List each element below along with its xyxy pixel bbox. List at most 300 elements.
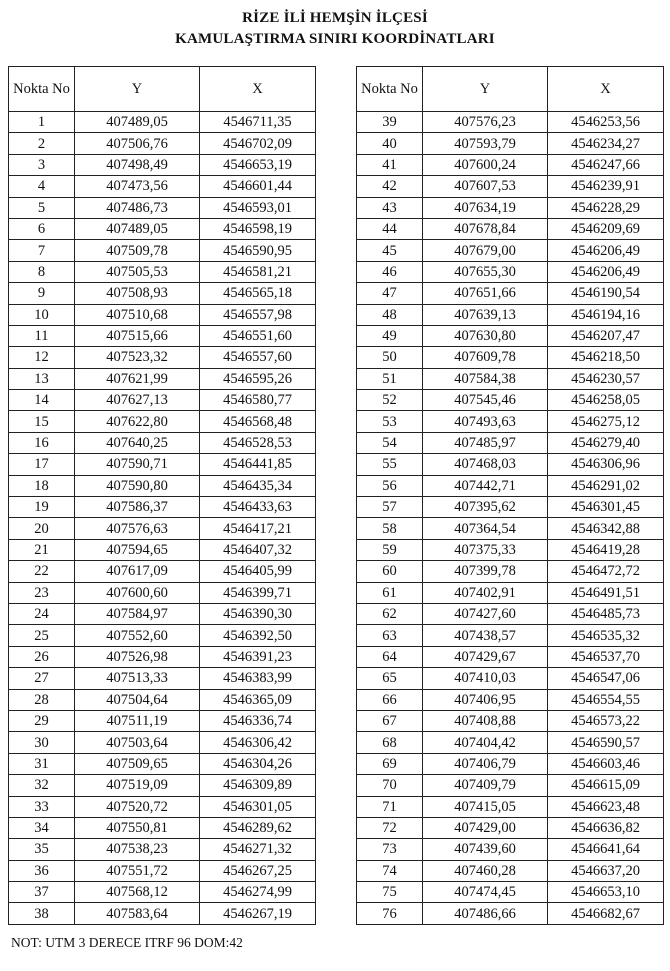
- x-coordinate: 4546267,19: [200, 903, 316, 924]
- y-coordinate: 407508,93: [75, 283, 200, 304]
- header-nokta-no: Nokta No: [357, 67, 423, 112]
- table-row: [9, 261, 316, 282]
- x-coordinate: 4546641,64: [548, 839, 664, 860]
- y-coordinate: 407607,53: [423, 176, 548, 197]
- y-coordinate: 407600,60: [75, 582, 200, 603]
- header-x: X: [548, 67, 664, 112]
- coordinates-table-left: [8, 66, 316, 925]
- table-row: [357, 240, 664, 261]
- x-coordinate: 4546279,40: [548, 432, 664, 453]
- table-row: [9, 347, 316, 368]
- point-number: 63: [357, 625, 423, 646]
- point-number: 20: [9, 518, 75, 539]
- point-number: 54: [357, 432, 423, 453]
- y-coordinate: 407590,71: [75, 454, 200, 475]
- y-coordinate: 407410,03: [423, 668, 548, 689]
- table-row: [9, 903, 316, 924]
- point-number: 68: [357, 732, 423, 753]
- y-coordinate: 407489,05: [75, 112, 200, 133]
- point-number: 21: [9, 539, 75, 560]
- point-number: 46: [357, 261, 423, 282]
- point-number: 38: [9, 903, 75, 924]
- y-coordinate: 407399,78: [423, 561, 548, 582]
- point-number: 19: [9, 497, 75, 518]
- y-coordinate: 407498,49: [75, 154, 200, 175]
- point-number: 3: [9, 154, 75, 175]
- point-number: 59: [357, 539, 423, 560]
- table-row: [357, 283, 664, 304]
- y-coordinate: 407509,78: [75, 240, 200, 261]
- table-row: [357, 839, 664, 860]
- x-coordinate: 4546702,09: [200, 133, 316, 154]
- table-row: [357, 218, 664, 239]
- x-coordinate: 4546682,67: [548, 903, 664, 924]
- x-coordinate: 4546336,74: [200, 710, 316, 731]
- point-number: 69: [357, 753, 423, 774]
- table-row: [357, 775, 664, 796]
- x-coordinate: 4546218,50: [548, 347, 664, 368]
- y-coordinate: 407485,97: [423, 432, 548, 453]
- x-coordinate: 4546247,66: [548, 154, 664, 175]
- y-coordinate: 407551,72: [75, 860, 200, 881]
- y-coordinate: 407510,68: [75, 304, 200, 325]
- table-row: [9, 860, 316, 881]
- y-coordinate: 407513,33: [75, 668, 200, 689]
- point-number: 76: [357, 903, 423, 924]
- x-coordinate: 4546581,21: [200, 261, 316, 282]
- table-row: [357, 518, 664, 539]
- point-number: 56: [357, 475, 423, 496]
- table-row: [357, 390, 664, 411]
- x-coordinate: 4546528,53: [200, 432, 316, 453]
- x-coordinate: 4546568,48: [200, 411, 316, 432]
- table-row: [357, 646, 664, 667]
- x-coordinate: 4546433,63: [200, 497, 316, 518]
- point-number: 71: [357, 796, 423, 817]
- table-row: [9, 133, 316, 154]
- table-row: [9, 582, 316, 603]
- y-coordinate: 407634,19: [423, 197, 548, 218]
- point-number: 36: [9, 860, 75, 881]
- x-coordinate: 4546304,26: [200, 753, 316, 774]
- x-coordinate: 4546565,18: [200, 283, 316, 304]
- point-number: 73: [357, 839, 423, 860]
- table-row: [9, 325, 316, 346]
- x-coordinate: 4546551,60: [200, 325, 316, 346]
- point-number: 61: [357, 582, 423, 603]
- header-x: X: [200, 67, 316, 112]
- table-row: [357, 368, 664, 389]
- table-row: [357, 817, 664, 838]
- point-number: 27: [9, 668, 75, 689]
- x-coordinate: 4546194,16: [548, 304, 664, 325]
- point-number: 52: [357, 390, 423, 411]
- point-number: 8: [9, 261, 75, 282]
- point-number: 4: [9, 176, 75, 197]
- coordinate-system-note: NOT: UTM 3 DERECE ITRF 96 DOM:42: [11, 935, 243, 950]
- y-coordinate: 407584,97: [75, 603, 200, 624]
- point-number: 9: [9, 283, 75, 304]
- y-coordinate: 407474,45: [423, 882, 548, 903]
- point-number: 55: [357, 454, 423, 475]
- x-coordinate: 4546301,45: [548, 497, 664, 518]
- table-row: [9, 753, 316, 774]
- table-row: [357, 625, 664, 646]
- x-coordinate: 4546435,34: [200, 475, 316, 496]
- x-coordinate: 4546407,32: [200, 539, 316, 560]
- point-number: 26: [9, 646, 75, 667]
- y-coordinate: 407609,78: [423, 347, 548, 368]
- coordinates-table-right: [356, 66, 664, 925]
- point-number: 42: [357, 176, 423, 197]
- table-row: [357, 411, 664, 432]
- y-coordinate: 407519,09: [75, 775, 200, 796]
- table-row: [357, 710, 664, 731]
- point-number: 64: [357, 646, 423, 667]
- y-coordinate: 407442,71: [423, 475, 548, 496]
- x-coordinate: 4546554,55: [548, 689, 664, 710]
- point-number: 35: [9, 839, 75, 860]
- table-row: [9, 839, 316, 860]
- table-row: [357, 497, 664, 518]
- y-coordinate: 407493,63: [423, 411, 548, 432]
- x-coordinate: 4546537,70: [548, 646, 664, 667]
- x-coordinate: 4546637,20: [548, 860, 664, 881]
- x-coordinate: 4546267,25: [200, 860, 316, 881]
- x-coordinate: 4546291,02: [548, 475, 664, 496]
- table-row: [357, 903, 664, 924]
- table-row: [357, 561, 664, 582]
- header-y: Y: [423, 67, 548, 112]
- x-coordinate: 4546206,49: [548, 261, 664, 282]
- point-number: 23: [9, 582, 75, 603]
- table-row: [9, 390, 316, 411]
- point-number: 18: [9, 475, 75, 496]
- y-coordinate: 407590,80: [75, 475, 200, 496]
- y-coordinate: 407617,09: [75, 561, 200, 582]
- y-coordinate: 407473,56: [75, 176, 200, 197]
- point-number: 25: [9, 625, 75, 646]
- point-number: 10: [9, 304, 75, 325]
- y-coordinate: 407404,42: [423, 732, 548, 753]
- x-coordinate: 4546228,29: [548, 197, 664, 218]
- point-number: 16: [9, 432, 75, 453]
- point-number: 60: [357, 561, 423, 582]
- x-coordinate: 4546485,73: [548, 603, 664, 624]
- y-coordinate: 407515,66: [75, 325, 200, 346]
- y-coordinate: 407600,24: [423, 154, 548, 175]
- table-row: [9, 176, 316, 197]
- point-number: 41: [357, 154, 423, 175]
- y-coordinate: 407523,32: [75, 347, 200, 368]
- y-coordinate: 407395,62: [423, 497, 548, 518]
- x-coordinate: 4546593,01: [200, 197, 316, 218]
- table-row: [9, 518, 316, 539]
- table-row: [9, 732, 316, 753]
- x-coordinate: 4546309,89: [200, 775, 316, 796]
- x-coordinate: 4546190,54: [548, 283, 664, 304]
- table-row: [357, 176, 664, 197]
- x-coordinate: 4546392,50: [200, 625, 316, 646]
- y-coordinate: 407621,99: [75, 368, 200, 389]
- point-number: 2: [9, 133, 75, 154]
- point-number: 33: [9, 796, 75, 817]
- y-coordinate: 407655,30: [423, 261, 548, 282]
- table-row: [9, 775, 316, 796]
- table-row: [357, 860, 664, 881]
- point-number: 17: [9, 454, 75, 475]
- y-coordinate: 407538,23: [75, 839, 200, 860]
- x-coordinate: 4546535,32: [548, 625, 664, 646]
- y-coordinate: 407408,88: [423, 710, 548, 731]
- x-coordinate: 4546653,19: [200, 154, 316, 175]
- y-coordinate: 407545,46: [423, 390, 548, 411]
- table-row: [357, 475, 664, 496]
- table-row: [357, 689, 664, 710]
- table-row: [357, 796, 664, 817]
- x-coordinate: 4546258,05: [548, 390, 664, 411]
- point-number: 34: [9, 817, 75, 838]
- table-row: [9, 411, 316, 432]
- point-number: 11: [9, 325, 75, 346]
- x-coordinate: 4546301,05: [200, 796, 316, 817]
- y-coordinate: 407406,79: [423, 753, 548, 774]
- y-coordinate: 407406,95: [423, 689, 548, 710]
- y-coordinate: 407486,66: [423, 903, 548, 924]
- y-coordinate: 407622,80: [75, 411, 200, 432]
- y-coordinate: 407511,19: [75, 710, 200, 731]
- x-coordinate: 4546615,09: [548, 775, 664, 796]
- point-number: 44: [357, 218, 423, 239]
- y-coordinate: 407427,60: [423, 603, 548, 624]
- point-number: 51: [357, 368, 423, 389]
- table-row: [357, 304, 664, 325]
- x-coordinate: 4546207,47: [548, 325, 664, 346]
- y-coordinate: 407583,64: [75, 903, 200, 924]
- table-row: [9, 240, 316, 261]
- y-coordinate: 407505,53: [75, 261, 200, 282]
- x-coordinate: 4546601,44: [200, 176, 316, 197]
- x-coordinate: 4546391,23: [200, 646, 316, 667]
- table-row: [357, 582, 664, 603]
- x-coordinate: 4546230,57: [548, 368, 664, 389]
- table-row: [9, 561, 316, 582]
- table-row: [9, 882, 316, 903]
- table-row: [357, 112, 664, 133]
- y-coordinate: 407584,38: [423, 368, 548, 389]
- point-number: 6: [9, 218, 75, 239]
- table-row: [357, 325, 664, 346]
- point-number: 58: [357, 518, 423, 539]
- y-coordinate: 407489,05: [75, 218, 200, 239]
- point-number: 14: [9, 390, 75, 411]
- point-number: 65: [357, 668, 423, 689]
- x-coordinate: 4546271,32: [200, 839, 316, 860]
- x-coordinate: 4546557,60: [200, 347, 316, 368]
- point-number: 31: [9, 753, 75, 774]
- y-coordinate: 407438,57: [423, 625, 548, 646]
- point-number: 32: [9, 775, 75, 796]
- y-coordinate: 407552,60: [75, 625, 200, 646]
- table-row: [9, 646, 316, 667]
- table-body-left: [9, 112, 316, 925]
- header-y: Y: [75, 67, 200, 112]
- y-coordinate: 407526,98: [75, 646, 200, 667]
- x-coordinate: 4546598,19: [200, 218, 316, 239]
- y-coordinate: 407409,79: [423, 775, 548, 796]
- point-number: 15: [9, 411, 75, 432]
- table-row: [357, 432, 664, 453]
- point-number: 66: [357, 689, 423, 710]
- point-number: 37: [9, 882, 75, 903]
- y-coordinate: 407594,65: [75, 539, 200, 560]
- x-coordinate: 4546275,12: [548, 411, 664, 432]
- y-coordinate: 407593,79: [423, 133, 548, 154]
- point-number: 74: [357, 860, 423, 881]
- y-coordinate: 407509,65: [75, 753, 200, 774]
- y-coordinate: 407640,25: [75, 432, 200, 453]
- point-number: 30: [9, 732, 75, 753]
- table-row: [357, 882, 664, 903]
- x-coordinate: 4546209,69: [548, 218, 664, 239]
- table-row: [9, 539, 316, 560]
- point-number: 5: [9, 197, 75, 218]
- y-coordinate: 407439,60: [423, 839, 548, 860]
- point-number: 13: [9, 368, 75, 389]
- x-coordinate: 4546573,22: [548, 710, 664, 731]
- x-coordinate: 4546419,28: [548, 539, 664, 560]
- x-coordinate: 4546399,71: [200, 582, 316, 603]
- x-coordinate: 4546441,85: [200, 454, 316, 475]
- table-body-right: [357, 112, 664, 925]
- y-coordinate: 407679,00: [423, 240, 548, 261]
- point-number: 75: [357, 882, 423, 903]
- x-coordinate: 4546711,35: [200, 112, 316, 133]
- point-number: 40: [357, 133, 423, 154]
- y-coordinate: 407375,33: [423, 539, 548, 560]
- y-coordinate: 407568,12: [75, 882, 200, 903]
- x-coordinate: 4546253,56: [548, 112, 664, 133]
- x-coordinate: 4546590,57: [548, 732, 664, 753]
- y-coordinate: 407678,84: [423, 218, 548, 239]
- x-coordinate: 4546405,99: [200, 561, 316, 582]
- x-coordinate: 4546342,88: [548, 518, 664, 539]
- y-coordinate: 407486,73: [75, 197, 200, 218]
- point-number: 49: [357, 325, 423, 346]
- x-coordinate: 4546623,48: [548, 796, 664, 817]
- point-number: 57: [357, 497, 423, 518]
- table-row: [357, 133, 664, 154]
- table-row: [9, 668, 316, 689]
- table-row: [357, 261, 664, 282]
- x-coordinate: 4546390,30: [200, 603, 316, 624]
- x-coordinate: 4546306,42: [200, 732, 316, 753]
- point-number: 22: [9, 561, 75, 582]
- x-coordinate: 4546580,77: [200, 390, 316, 411]
- table-row: [9, 304, 316, 325]
- table-row: [357, 753, 664, 774]
- table-row: [357, 732, 664, 753]
- y-coordinate: 407639,13: [423, 304, 548, 325]
- y-coordinate: 407576,23: [423, 112, 548, 133]
- table-row: [357, 347, 664, 368]
- table-row: [357, 668, 664, 689]
- point-number: 12: [9, 347, 75, 368]
- point-number: 45: [357, 240, 423, 261]
- point-number: 50: [357, 347, 423, 368]
- point-number: 43: [357, 197, 423, 218]
- y-coordinate: 407402,91: [423, 582, 548, 603]
- x-coordinate: 4546491,51: [548, 582, 664, 603]
- point-number: 24: [9, 603, 75, 624]
- x-coordinate: 4546547,06: [548, 668, 664, 689]
- y-coordinate: 407415,05: [423, 796, 548, 817]
- x-coordinate: 4546274,99: [200, 882, 316, 903]
- y-coordinate: 407504,64: [75, 689, 200, 710]
- table-row: [357, 539, 664, 560]
- y-coordinate: 407586,37: [75, 497, 200, 518]
- x-coordinate: 4546590,95: [200, 240, 316, 261]
- x-coordinate: 4546603,46: [548, 753, 664, 774]
- header-nokta-no: Nokta No: [9, 67, 75, 112]
- y-coordinate: 407550,81: [75, 817, 200, 838]
- y-coordinate: 407460,28: [423, 860, 548, 881]
- x-coordinate: 4546653,10: [548, 882, 664, 903]
- x-coordinate: 4546417,21: [200, 518, 316, 539]
- x-coordinate: 4546289,62: [200, 817, 316, 838]
- table-row: [9, 817, 316, 838]
- table-row: [357, 154, 664, 175]
- point-number: 29: [9, 710, 75, 731]
- table-row: [9, 218, 316, 239]
- table-row: [9, 497, 316, 518]
- x-coordinate: 4546557,98: [200, 304, 316, 325]
- table-row: [9, 603, 316, 624]
- point-number: 28: [9, 689, 75, 710]
- table-row: [9, 796, 316, 817]
- x-coordinate: 4546234,27: [548, 133, 664, 154]
- table-row: [9, 454, 316, 475]
- point-number: 53: [357, 411, 423, 432]
- table-row: [357, 197, 664, 218]
- point-number: 7: [9, 240, 75, 261]
- y-coordinate: 407520,72: [75, 796, 200, 817]
- y-coordinate: 407630,80: [423, 325, 548, 346]
- y-coordinate: 407364,54: [423, 518, 548, 539]
- x-coordinate: 4546239,91: [548, 176, 664, 197]
- y-coordinate: 407468,03: [423, 454, 548, 475]
- x-coordinate: 4546636,82: [548, 817, 664, 838]
- table-row: [9, 197, 316, 218]
- x-coordinate: 4546383,99: [200, 668, 316, 689]
- y-coordinate: 407627,13: [75, 390, 200, 411]
- document-subtitle: KAMULAŞTIRMA SINIRI KOORDİNATLARI: [175, 31, 495, 47]
- point-number: 62: [357, 603, 423, 624]
- point-number: 70: [357, 775, 423, 796]
- table-row: [9, 625, 316, 646]
- y-coordinate: 407429,00: [423, 817, 548, 838]
- y-coordinate: 407576,63: [75, 518, 200, 539]
- x-coordinate: 4546472,72: [548, 561, 664, 582]
- y-coordinate: 407503,64: [75, 732, 200, 753]
- point-number: 67: [357, 710, 423, 731]
- x-coordinate: 4546365,09: [200, 689, 316, 710]
- point-number: 72: [357, 817, 423, 838]
- x-coordinate: 4546595,26: [200, 368, 316, 389]
- table-row: [9, 112, 316, 133]
- table-row: [357, 603, 664, 624]
- x-coordinate: 4546206,49: [548, 240, 664, 261]
